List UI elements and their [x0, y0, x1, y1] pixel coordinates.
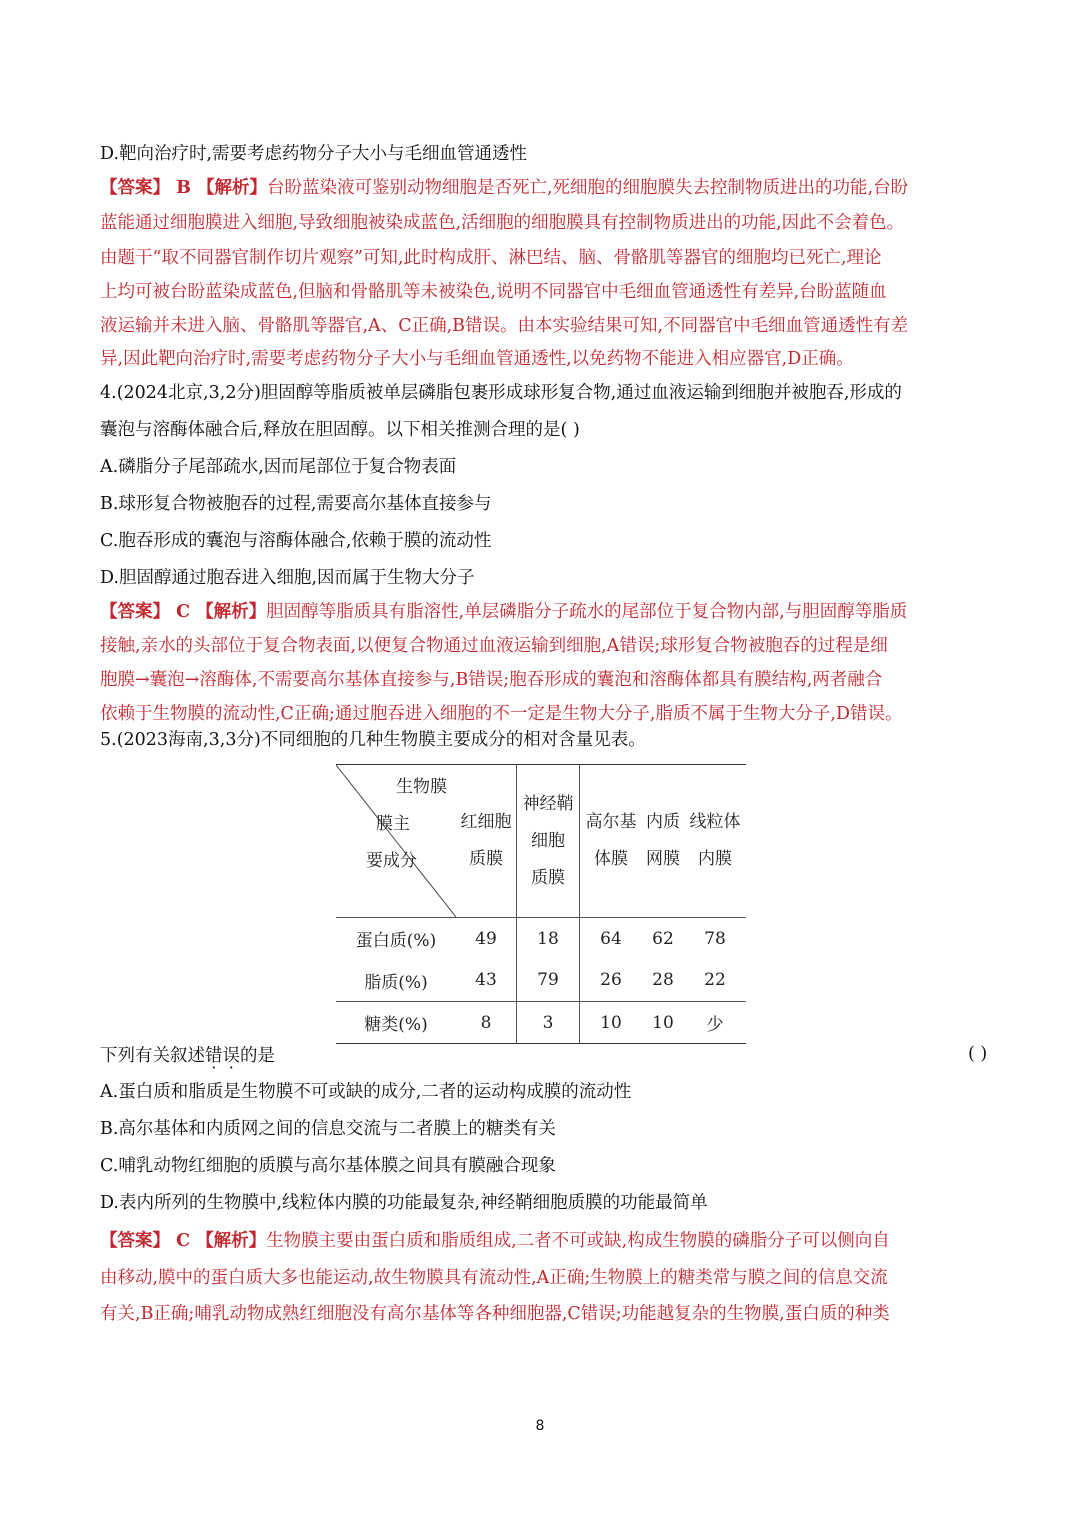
row-label: 蛋白质(%) [336, 918, 456, 960]
prompt-text: 的是 [240, 1046, 275, 1066]
table-cell: 22 [704, 970, 726, 991]
table-corner-cell [336, 765, 456, 918]
table-cell: 64 [580, 918, 643, 960]
answer-q4-line3: 胞膜→囊泡→溶酶体,不需要高尔基体直接参与,B错误;胞吞形成的囊泡和溶酶体都具有膜结构,两者融合 [100, 670, 883, 690]
table-cell: 10 [580, 1002, 643, 1044]
col-header-line: 网膜 [646, 849, 680, 869]
membrane-composition-table [336, 764, 746, 1044]
table-cell: 26 [580, 960, 643, 1002]
answer-tag: 【答案】 C 【解析】 [100, 602, 267, 622]
page-number: 8 [535, 1418, 545, 1434]
table-cell: 62 [642, 918, 684, 960]
option-c-q4: C.胞吞形成的囊泡与溶酶体融合,依赖于膜的流动性 [100, 531, 492, 551]
col-header [456, 765, 517, 918]
question-4-stem-2: 囊泡与溶酶体融合后,释放在胆固醇。以下相关推测合理的是( ) [100, 420, 580, 440]
table-cell: 18 [517, 918, 580, 960]
table-row [336, 960, 746, 1002]
table-header-row [336, 765, 746, 918]
prompt-text: 下列有关叙述 [100, 1046, 205, 1066]
answer-tag: 【答案】 B 【解析】 [100, 178, 267, 198]
col-header-line: 体膜 [594, 849, 628, 869]
col-header-line: 质膜 [531, 867, 565, 888]
col-header-line: 神经鞘 [522, 793, 574, 814]
row-label: 脂质(%) [364, 972, 428, 993]
answer-q4-line1 [100, 600, 907, 624]
answer-q4-line4: 依赖于生物膜的流动性,C正确;通过胞吞进入细胞的不一定是生物大分子,脂质不属于生物大分子,D错误。 [100, 704, 903, 724]
question-5-stem: 5.(2023海南,3,3分)不同细胞的几种生物膜主要成分的相对含量见表。 [100, 730, 646, 750]
answer-text: 胆固醇等脂质具有脂溶性,单层磷脂分子疏水的尾部位于复合物内部,与胆固醇等脂质 [266, 602, 908, 622]
row-label: 糖类(%) [336, 1002, 456, 1044]
corner-label-membrane: 生物膜 [396, 777, 447, 797]
answer-q3-line3: 由题干“取不同器官制作切片观察”可知,此时构成肝、淋巴结、脑、骨骼肌等器官的细胞均已死亡,理论 [100, 248, 882, 268]
table-cell: 28 [652, 970, 674, 991]
answer-text: 生物膜主要由蛋白质和脂质组成,二者不可或缺,构成生物膜的磷脂分子可以侧向自 [266, 1231, 890, 1251]
option-b-q4: B.球形复合物被胞吞的过程,需要高尔基体直接参与 [100, 494, 492, 514]
answer-q3-line2: 蓝能通过细胞膜进入细胞,导致细胞被染成蓝色,活细胞的细胞膜具有控制物质进出的功能,因此不会着色。 [100, 213, 905, 233]
option-d-q5: D.表内所列的生物膜中,线粒体内膜的功能最复杂,神经鞘细胞质膜的功能最简单 [100, 1193, 708, 1213]
col-header [580, 765, 643, 918]
table-cell: 10 [642, 1002, 684, 1044]
answer-q3-line4: 上均可被台盼蓝染成蓝色,但脑和骨骼肌等未被染色,说明不同器官中毛细血管通透性有差异,台盼蓝随血 [100, 282, 887, 302]
emphasis-char: 误 [222, 1046, 240, 1066]
col-header-line: 线粒体 [689, 812, 741, 832]
answer-tag: 【答案】 C 【解析】 [100, 1231, 267, 1251]
answer-q3-line6: 异,因此靶向治疗时,需要考虑药物分子大小与毛细血管通透性,以免药物不能进入相应器官,D正确。 [100, 349, 854, 369]
answer-paren: ( ) [968, 1044, 988, 1064]
table-cell: 78 [684, 918, 746, 960]
col-header-line: 红细胞 [460, 812, 512, 832]
answer-text: 台盼蓝染液可鉴别动物细胞是否死亡,死细胞的细胞膜失去控制物质进出的功能,台盼 [266, 178, 909, 198]
question-5-prompt [100, 1044, 275, 1068]
answer-q3-line5: 液运输并未进入脑、骨骼肌等器官,A、C正确,B错误。由本实验结果可知,不同器官中毛细血管通透性有差 [100, 316, 909, 336]
emphasis-char: 错 [205, 1046, 223, 1066]
table-cell: 43 [475, 970, 497, 991]
table-row [336, 918, 746, 960]
col-header [684, 765, 746, 918]
option-a-q4: A.磷脂分子尾部疏水,因而尾部位于复合物表面 [100, 457, 457, 477]
option-d-q3: D.靶向治疗时,需要考虑药物分子大小与毛细血管通透性 [100, 144, 528, 164]
table-cell: 49 [456, 918, 517, 960]
answer-q5-line3: 有关,B正确;哺乳动物成熟红细胞没有高尔基体等各种细胞器,C错误;功能越复杂的生物膜,蛋白质的种类 [100, 1304, 890, 1324]
col-header [517, 765, 580, 918]
option-a-q5: A.蛋白质和脂质是生物膜不可或缺的成分,二者的运动构成膜的流动性 [100, 1082, 632, 1102]
answer-q3-line1 [100, 176, 908, 200]
table-row [336, 1002, 746, 1044]
answer-q5-line2: 由移动,膜中的蛋白质大多也能运动,故生物膜具有流动性,A正确;生物膜上的糖类常与膜之间的信息交流 [100, 1268, 888, 1288]
option-d-q4: D.胆固醇通过胞吞进入细胞,因而属于生物大分子 [100, 568, 475, 588]
question-4-stem-1: 4.(2024北京,3,2分)胆固醇等脂质被单层磷脂包裹形成球形复合物,通过血液运输到细胞并被胞吞,形成的 [100, 383, 902, 403]
col-header-line: 内膜 [698, 849, 732, 869]
option-c-q5: C.哺乳动物红细胞的质膜与高尔基体膜之间具有膜融合现象 [100, 1156, 556, 1176]
col-header-line: 内质 [646, 812, 680, 832]
corner-label-component-2: 要成分 [366, 851, 417, 871]
answer-q5-line1 [100, 1229, 890, 1253]
col-header [642, 765, 684, 918]
col-header-line: 质膜 [469, 849, 503, 869]
col-header-line: 细胞 [531, 830, 565, 851]
corner-label-component-1: 膜主 [376, 814, 410, 834]
answer-q4-line2: 接触,亲水的头部位于复合物表面,以便复合物通过血液运输到细胞,A错误;球形复合物被胞吞的过程是细 [100, 636, 888, 656]
table-cell: 79 [517, 960, 580, 1002]
table-cell: 8 [456, 1002, 517, 1044]
table-cell: 少 [684, 1002, 746, 1044]
table-cell: 3 [517, 1002, 580, 1044]
option-b-q5: B.高尔基体和内质网之间的信息交流与二者膜上的糖类有关 [100, 1119, 556, 1139]
col-header-line: 高尔基 [585, 812, 637, 832]
